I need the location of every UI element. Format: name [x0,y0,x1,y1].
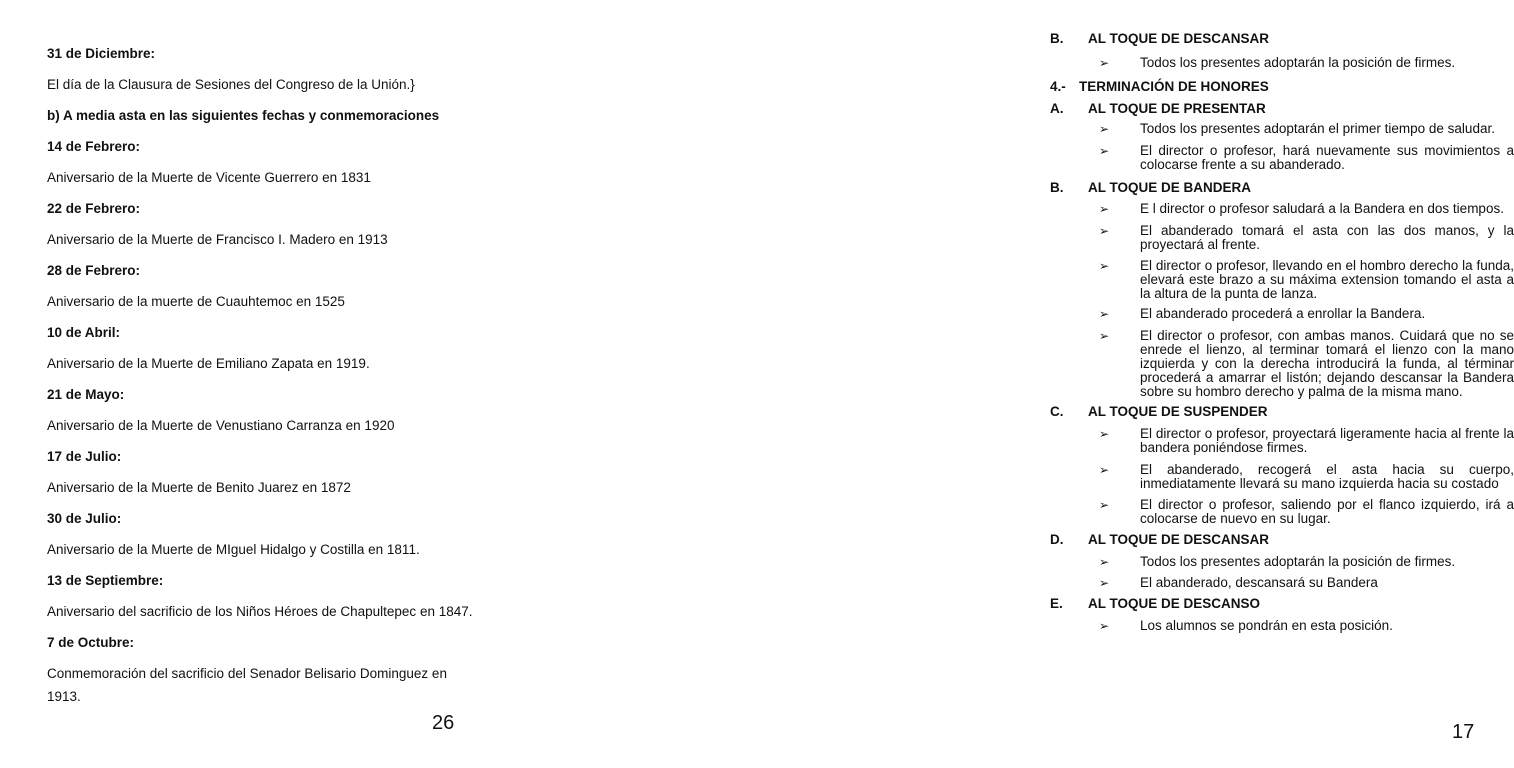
date-heading: 7 de Octubre: [47,635,135,650]
date-description: El día de la Clausura de Sesiones del Congreso de la Unión.} [47,77,415,92]
section-letter: B. [1050,31,1064,46]
date-heading: 30 de Julio: [47,511,122,526]
section-heading [1050,79,1514,95]
right-page-content [1050,31,1514,634]
bullet-text: Todos los presentes adoptarán la posición de firmes. [1140,554,1456,569]
bullet-item [1099,498,1514,526]
bullet-item [1099,224,1514,252]
date-heading: 21 de Mayo: [47,387,125,402]
arrow-bullet-icon: ➢ [1099,259,1110,273]
left-page-content [47,43,477,717]
arrow-bullet-icon: ➢ [1099,498,1110,512]
date-heading: 10 de Abril: [47,325,121,340]
section-title: AL TOQUE DE DESCANSO [1088,596,1261,611]
section-letter: 4.- [1050,79,1066,94]
date-heading: 22 de Febrero: [47,201,141,216]
section-heading [1050,404,1514,420]
bullet-text: El director o profesor, proyectará ligeramente hacia al frente la bandera poniéndose firmes. [1140,426,1514,455]
right-page-number: 17 [1452,721,1475,743]
section-letter: D. [1050,532,1064,547]
section-title: AL TOQUE DE SUSPENDER [1088,404,1268,419]
bullet-text: El director o profesor, hará nuevamente sus movimientos a colocarse frente a su abanderado. [1140,143,1514,172]
bullet-text: El director o profesor, saliendo por el flanco izquierdo, irá a colocarse de nuevo en su lugar. [1140,497,1514,526]
bullet-text: El abanderado procederá a enrollar la Bandera. [1140,306,1426,321]
arrow-bullet-icon: ➢ [1099,224,1110,238]
date-description: Aniversario del sacrificio de los Niños Héroes de Chapultepec en 1847. [47,604,473,619]
bullet-item [1099,427,1514,455]
section-heading [1050,31,1514,47]
bullet-item [1099,555,1514,570]
date-heading: 14 de Febrero: [47,139,141,154]
bullet-item [1099,329,1514,399]
bullet-text: El abanderado tomará el asta con las dos manos, y la proyectará al frente. [1140,223,1514,252]
right-page [512,0,1514,768]
arrow-bullet-icon: ➢ [1099,427,1110,441]
bullet-text: Todos los presentes adoptarán el primer tiempo de saludar. [1140,121,1495,136]
date-heading: 31 de Diciembre: [47,46,156,61]
bullet-text: El director o profesor, con ambas manos. Cuidará que no se enrede el lienzo, al terminar tomará el lienzo con la mano izquierda y con la derecha introducirá la funda, al términar procederá a amarrar el listón; dejando descansar la Bandera sobre su hombro derecho y palma de la misma mano. [1140,328,1514,399]
date-description: Aniversario de la Muerte de Emiliano Zapata en 1919. [47,356,370,371]
bullet-item [1099,202,1514,217]
bullet-item [1099,463,1514,491]
bullet-item [1099,619,1514,634]
section-heading [1050,596,1514,612]
arrow-bullet-icon: ➢ [1099,329,1110,343]
arrow-bullet-icon: ➢ [1099,56,1110,70]
date-description: Aniversario de la Muerte de Venustiano Carranza en 1920 [47,418,395,433]
section-heading [1050,101,1514,117]
arrow-bullet-icon: ➢ [1099,202,1110,216]
date-heading: b) A media asta en las siguientes fechas y conmemoraciones [47,108,440,123]
section-title: AL TOQUE DE DESCANSAR [1088,31,1270,46]
arrow-bullet-icon: ➢ [1099,555,1110,569]
arrow-bullet-icon: ➢ [1099,463,1110,477]
section-letter: B. [1050,180,1064,195]
bullet-text: El abanderado, descansará su Bandera [1140,575,1378,590]
bullet-text: Los alumnos se pondrán en esta posición. [1140,618,1393,633]
date-heading: 13 de Septiembre: [47,573,164,588]
section-letter: A. [1050,101,1064,116]
bullet-text: Todos los presentes adoptarán la posición de firmes. [1140,55,1456,70]
section-title: AL TOQUE DE BANDERA [1088,180,1252,195]
date-description: Aniversario de la Muerte de Benito Juarez en 1872 [47,480,351,495]
bullet-item [1099,122,1514,137]
date-heading: 28 de Febrero: [47,263,141,278]
date-heading: 17 de Julio: [47,449,122,464]
arrow-bullet-icon: ➢ [1099,122,1110,136]
date-description: Aniversario de la Muerte de MIguel Hidalgo y Costilla en 1811. [47,542,420,557]
left-page-number: 26 [432,712,455,734]
date-description: Aniversario de la Muerte de Vicente Guerrero en 1831 [47,170,371,185]
section-title: AL TOQUE DE DESCANSAR [1088,532,1270,547]
bullet-item [1099,307,1514,322]
date-description: Conmemoración del sacrificio del Senador Belisario Dominguez en 1913. [47,666,447,704]
arrow-bullet-icon: ➢ [1099,576,1110,590]
bullet-item [1099,56,1514,71]
bullet-text: E l director o profesor saludará a la Bandera en dos tiempos. [1140,201,1504,216]
section-letter: C. [1050,404,1064,419]
bullet-text: El director o profesor, llevando en el hombro derecho la funda, elevará este brazo a su máxima extension tomando el asta a la altura de la punta de lanza. [1140,258,1514,301]
bullet-item [1099,144,1514,172]
date-description: Aniversario de la muerte de Cuauhtemoc en 1525 [47,294,345,309]
arrow-bullet-icon: ➢ [1099,144,1110,158]
section-title: AL TOQUE DE PRESENTAR [1088,101,1266,116]
date-description: Aniversario de la Muerte de Francisco I. Madero en 1913 [47,232,388,247]
bullet-text: El abanderado, recogerá el asta hacia su cuerpo, inmediatamente llevará su mano izquierda hacia su costado [1140,462,1514,491]
section-letter: E. [1050,596,1063,611]
left-page [0,0,512,768]
section-title: TERMINACIÓN DE HONORES [1079,79,1269,94]
section-heading [1050,532,1514,548]
arrow-bullet-icon: ➢ [1099,619,1110,633]
section-heading [1050,180,1514,196]
bullet-item [1099,576,1514,591]
bullet-item [1099,259,1514,301]
arrow-bullet-icon: ➢ [1099,307,1110,321]
